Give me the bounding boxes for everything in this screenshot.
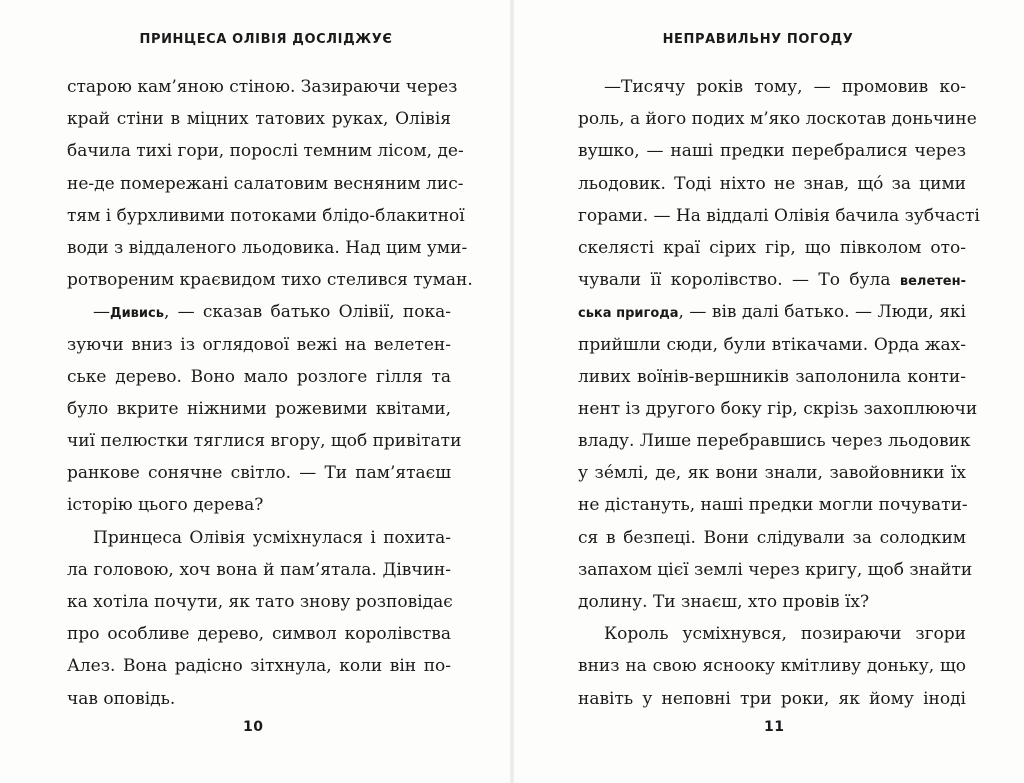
text-line: ранкове сонячне світло. — Ти пам’ятаєш	[67, 463, 451, 484]
right-page-number: 11	[764, 719, 785, 735]
emphasized-word: велетен-	[899, 274, 966, 290]
text-line: було вкрите ніжними рожевими квітами,	[67, 398, 451, 419]
text-line: ротвореним краєвидом тихо стелився туман.	[67, 270, 473, 291]
text-line: не дістануть, наші предки могли почувати-	[578, 495, 968, 516]
text-line: ське дерево. Воно мало розлоге гілля та	[67, 366, 451, 387]
text-line: ла головою, хоч вона й пам’ятала. Дівчин-	[67, 559, 451, 580]
text-line: —Тисячу років тому, — промовив ко-	[604, 77, 966, 97]
left-page-number: 10	[243, 719, 264, 735]
text-line: ливих воїнів-вершників заполонила конти-	[578, 366, 966, 387]
text-line: старою кам’яною стіною. Зазираючи через	[67, 77, 458, 97]
text-line: нент із другого боку гір, скрізь захоплюючи	[578, 398, 978, 419]
emphasized-word: ська пригода	[578, 306, 679, 322]
text-line: Король усміхнувся, позираючи згори	[604, 624, 966, 645]
text-line: скелясті краї сірих гір, що півколом ото-	[578, 237, 966, 258]
text-line: льодовик. Тоді ніхто не знав, щó за цими	[578, 173, 966, 194]
text-line: вушко, — наші предки перебралися через	[578, 141, 966, 162]
text-line: тям і бурхливими потоками блідо-блакитної	[67, 205, 465, 226]
left-page-text	[67, 71, 473, 715]
text-line: Принцеса Олівія усміхнулася і похита-	[93, 527, 451, 548]
text-segment: , — сказав батько Олівії, пока-	[163, 302, 451, 323]
text-line: у зéмлі, де, як вони знали, завойовники їх	[578, 463, 966, 484]
text-line: запахом цієї землі через кригу, щоб знайти	[578, 559, 973, 580]
text-line	[578, 296, 966, 328]
text-segment: , — вів далі батько. — Люди, які	[678, 302, 966, 323]
text-line: історію цього дерева?	[67, 495, 264, 516]
text-line: долину. Ти знаєш, хто провів їх?	[578, 592, 870, 612]
text-line: чав оповідь.	[67, 688, 176, 709]
text-line: край стіни в міцних татових руках, Олівія	[67, 109, 451, 130]
text-line: ся в безпеці. Вони слідували за солодким	[578, 527, 966, 548]
text-line: роль, а його подих м’яко лоскотав доньчине	[578, 109, 977, 130]
text-line: чиї пелюстки тяглися вгору, щоб привітати	[67, 431, 462, 452]
text-line	[578, 264, 966, 296]
text-line: навіть у неповні три роки, як йому іноді	[578, 688, 966, 709]
text-line: владу. Лише перебравшись через льодовик	[578, 431, 971, 452]
text-line: прийшли сюди, були втікачами. Орда жах-	[578, 334, 966, 355]
text-line: Алез. Вона радісно зітхнула, коли він по-	[67, 656, 451, 677]
text-line: води з віддаленого льодовика. Над цим уми-	[67, 237, 468, 258]
text-line: ка хотіла почути, як тато знову розповідає	[67, 592, 453, 612]
right-page-text	[578, 71, 980, 715]
text-line: горами. — На віддалі Олівія бачила зубчасті	[578, 205, 980, 226]
right-page	[512, 0, 1024, 783]
text-line: вниз на свою ясноокy кмітливу доньку, що	[578, 656, 966, 677]
text-segment: чували її королівство. — То була	[578, 270, 900, 291]
text-line: про особливе дерево, символ королівства	[67, 624, 451, 645]
text-line: не-де помережані салатовим весняним лис-	[67, 173, 464, 194]
text-line: зуючи вниз із оглядової вежі на велетен-	[67, 334, 451, 355]
emphasized-word: Дивись	[110, 306, 164, 322]
left-running-head: ПРИНЦЕСА ОЛІВІЯ ДОСЛІДЖУЄ	[139, 32, 393, 47]
text-line	[67, 296, 451, 328]
text-line: бачила тихі гори, порослі темним лісом, де-	[67, 141, 464, 162]
text-segment: —	[93, 302, 110, 323]
right-running-head: НЕПРАВИЛЬНУ ПОГОДУ	[662, 32, 854, 47]
